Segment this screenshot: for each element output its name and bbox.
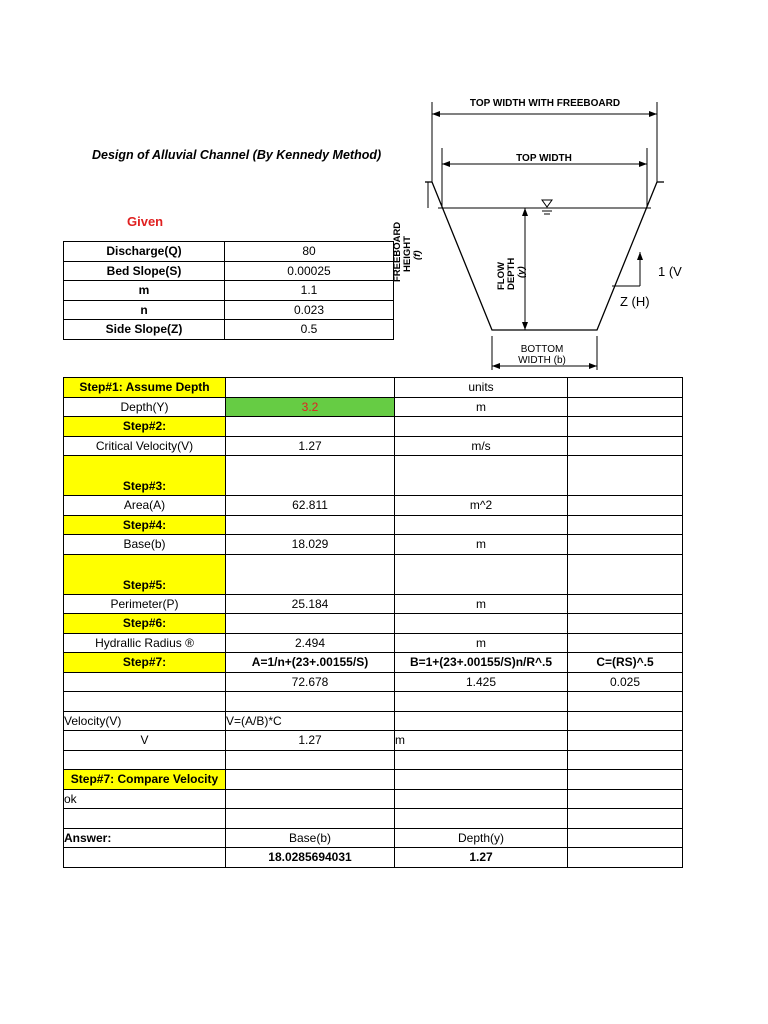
c-value[interactable]: 0.025 [568,672,683,692]
hydraulic-radius-unit: m [395,633,568,653]
empty-cell[interactable] [568,692,683,712]
slope-horizontal-label: Z (H) [620,294,650,309]
given-value[interactable]: 80 [225,242,394,262]
answer-base-label: Base(b) [226,828,395,848]
empty-cell[interactable] [226,809,395,829]
empty-cell[interactable] [395,789,568,809]
answer-label: Answer: [64,828,226,848]
perimeter-unit: m [395,594,568,614]
given-value[interactable]: 0.00025 [225,261,394,281]
step6-header: Step#6: [64,614,226,634]
empty-cell[interactable] [395,554,568,594]
step1-header: Step#1: Assume Depth [64,378,226,398]
empty-cell[interactable] [226,750,395,770]
empty-cell[interactable] [568,417,683,437]
v-unit: m [395,731,568,751]
empty-cell[interactable] [226,378,395,398]
given-row [64,242,394,262]
empty-cell[interactable] [64,750,226,770]
hydraulic-radius-label: Hydrallic Radius ® [64,633,226,653]
empty-cell[interactable] [568,496,683,516]
empty-cell[interactable] [226,417,395,437]
channel-cross-section-diagram [380,90,710,375]
empty-cell[interactable] [395,711,568,731]
empty-cell[interactable] [226,456,395,496]
empty-cell[interactable] [568,731,683,751]
v-value[interactable]: 1.27 [226,731,395,751]
empty-cell[interactable] [568,397,683,417]
empty-cell[interactable] [64,672,226,692]
empty-cell[interactable] [226,614,395,634]
base-label: Base(b) [64,535,226,555]
empty-cell[interactable] [568,515,683,535]
area-unit: m^2 [395,496,568,516]
perimeter-value[interactable]: 25.184 [226,594,395,614]
area-value[interactable]: 62.811 [226,496,395,516]
empty-cell[interactable] [568,554,683,594]
empty-cell[interactable] [226,789,395,809]
formula-b: B=1+(23+.00155/S)n/R^.5 [395,653,568,673]
base-unit: m [395,535,568,555]
empty-cell[interactable] [568,828,683,848]
given-label: n [64,300,225,320]
empty-cell[interactable] [568,848,683,868]
answer-depth-value[interactable]: 1.27 [395,848,568,868]
empty-cell[interactable] [226,515,395,535]
flow-depth-label-2: DEPTH [506,257,517,290]
critical-velocity-unit: m/s [395,436,568,456]
given-value[interactable]: 1.1 [225,281,394,301]
given-label: Side Slope(Z) [64,320,225,340]
empty-cell[interactable] [226,692,395,712]
step4-header: Step#4: [64,515,226,535]
depth-input[interactable]: 3.2 [226,397,395,417]
given-row [64,320,394,340]
critical-velocity-label: Critical Velocity(V) [64,436,226,456]
empty-cell[interactable] [568,456,683,496]
base-value[interactable]: 18.029 [226,535,395,555]
depth-unit: m [395,397,568,417]
empty-cell[interactable] [226,554,395,594]
given-row [64,261,394,281]
step5-header: Step#5: [64,554,226,594]
v-label: V [64,731,226,751]
empty-cell[interactable] [568,378,683,398]
empty-cell[interactable] [64,848,226,868]
flow-depth-label-1: FLOW [496,262,507,290]
area-label: Area(A) [64,496,226,516]
empty-cell[interactable] [568,770,683,790]
formula-c: C=(RS)^.5 [568,653,683,673]
empty-cell[interactable] [395,456,568,496]
answer-depth-label: Depth(y) [395,828,568,848]
given-table [63,241,394,340]
step7-header: Step#7: [64,653,226,673]
step3-header: Step#3: [64,456,226,496]
empty-cell[interactable] [568,614,683,634]
perimeter-label: Perimeter(P) [64,594,226,614]
given-value[interactable]: 0.5 [225,320,394,340]
bottom-width-label-1: BOTTOM [520,344,564,355]
freeboard-label-2: HEIGHT [402,236,413,272]
formula-a: A=1/n+(23+.00155/S) [226,653,395,673]
page-title: Design of Alluvial Channel (By Kennedy Method) [92,148,382,162]
velocity-formula: V=(A/B)*C [226,711,395,731]
empty-cell[interactable] [568,594,683,614]
flow-depth-label-3: (y) [516,266,527,278]
empty-cell[interactable] [64,692,226,712]
a-value[interactable]: 72.678 [226,672,395,692]
given-label: Discharge(Q) [64,242,225,262]
empty-cell[interactable] [395,614,568,634]
slope-vertical-label: 1 (V [658,264,682,279]
hydraulic-radius-value[interactable]: 2.494 [226,633,395,653]
answer-base-value[interactable]: 18.0285694031 [226,848,395,868]
empty-cell[interactable] [568,436,683,456]
compare-velocity-header: Step#7: Compare Velocity [64,770,226,790]
empty-cell[interactable] [395,692,568,712]
given-row [64,281,394,301]
empty-cell[interactable] [395,809,568,829]
empty-cell[interactable] [226,770,395,790]
top-width-label: TOP WIDTH [516,153,572,164]
units-header: units [395,378,568,398]
empty-cell[interactable] [395,515,568,535]
empty-cell[interactable] [568,809,683,829]
b-value[interactable]: 1.425 [395,672,568,692]
top-width-freeboard-label: TOP WIDTH WITH FREEBOARD [469,98,621,109]
compare-result[interactable]: ok [64,789,226,809]
bottom-width-label-2: WIDTH (b) [518,355,566,366]
velocity-label: Velocity(V) [64,711,226,731]
given-value[interactable]: 0.023 [225,300,394,320]
empty-cell[interactable] [395,417,568,437]
empty-cell[interactable] [568,711,683,731]
step2-header: Step#2: [64,417,226,437]
empty-cell[interactable] [395,750,568,770]
given-row [64,300,394,320]
given-label: m [64,281,225,301]
empty-cell[interactable] [568,789,683,809]
freeboard-label-3: (f) [412,250,423,260]
empty-cell[interactable] [568,633,683,653]
empty-cell[interactable] [568,535,683,555]
empty-cell[interactable] [64,809,226,829]
steps-table [63,377,683,868]
empty-cell[interactable] [395,770,568,790]
empty-cell[interactable] [568,750,683,770]
freeboard-label-1: FREEBOARD [392,221,403,282]
given-heading: Given [127,214,164,229]
depth-label: Depth(Y) [64,397,226,417]
given-label: Bed Slope(S) [64,261,225,281]
critical-velocity-value[interactable]: 1.27 [226,436,395,456]
